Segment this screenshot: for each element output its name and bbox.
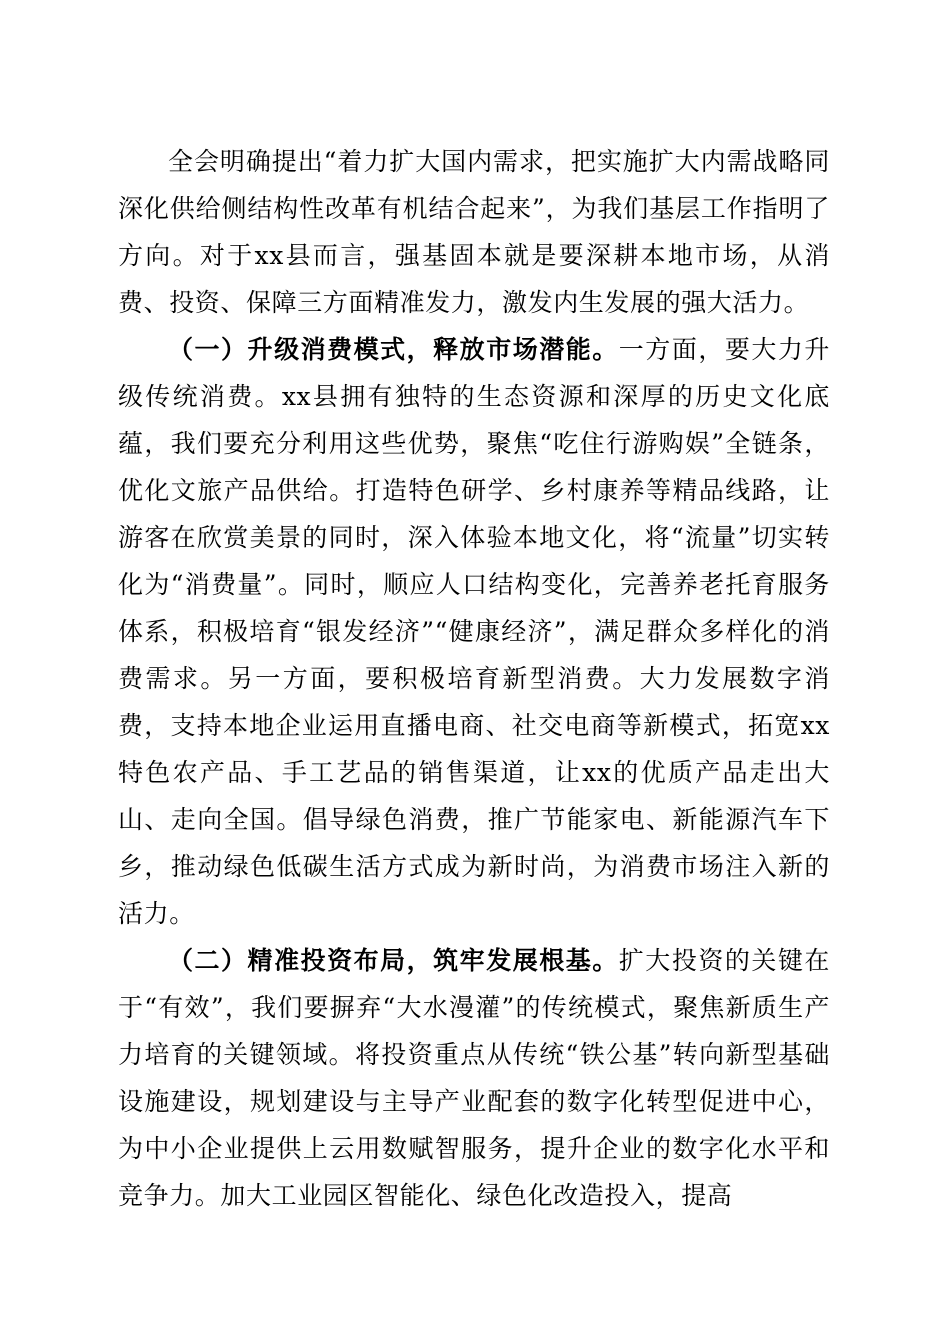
paragraph-investment	[118, 937, 830, 1219]
paragraph-consumption-text: 一方面，要大力升级传统消费。xx县拥有独特的生态资源和深厚的历史文化底蕴，我们要充分利用这些优势，聚焦“吃住行游购娱”全链条，优化文旅产品供给。打造特色研学、乡村康养等精品线路，让游客在欣赏美景的同时，深入体验本地文化，将“流量”切实转化为“消费量”。同时，顺应人口结构变化，完善养老托育服务体系，积极培育“银发经济”“健康经济”，满足群众多样化的消费需求。另一方面，要积极培育新型消费。大力发展数字消费，支持本地企业运用直播电商、社交电商等新模式，拓宽xx特色农产品、手工艺品的销售渠道，让xx的优质产品走出大山、走向全国。倡导绿色消费，推广节能家电、新能源汽车下乡，推动绿色低碳生活方式成为新时尚，为消费市场注入新的活力。	[118, 335, 830, 928]
paragraph-consumption	[118, 326, 830, 937]
section-heading-investment: （二）精准投资布局，筑牢发展根基。	[168, 946, 619, 975]
section-heading-consumption: （一）升级消费模式，释放市场潜能。	[168, 335, 619, 364]
paragraph-intro-text: 全会明确提出“着力扩大国内需求，把实施扩大内需战略同深化供给侧结构性改革有机结合起来”，为我们基层工作指明了方向。对于xx县而言，强基固本就是要深耕本地市场，从消费、投资、保障三方面精准发力，激发内生发展的强大活力。	[118, 147, 830, 317]
paragraph-intro	[118, 138, 830, 326]
paragraph-investment-text: 扩大投资的关键在于“有效”，我们要摒弃“大水漫灌”的传统模式，聚焦新质生产力培育的关键领域。将投资重点从传统“铁公基”转向新型基础设施建设，规划建设与主导产业配套的数字化转型促进中心，为中小企业提供上云用数赋智服务，提升企业的数字化水平和竞争力。加大工业园区智能化、绿色化改造投入，提高	[118, 946, 830, 1210]
document-body	[118, 138, 830, 1219]
